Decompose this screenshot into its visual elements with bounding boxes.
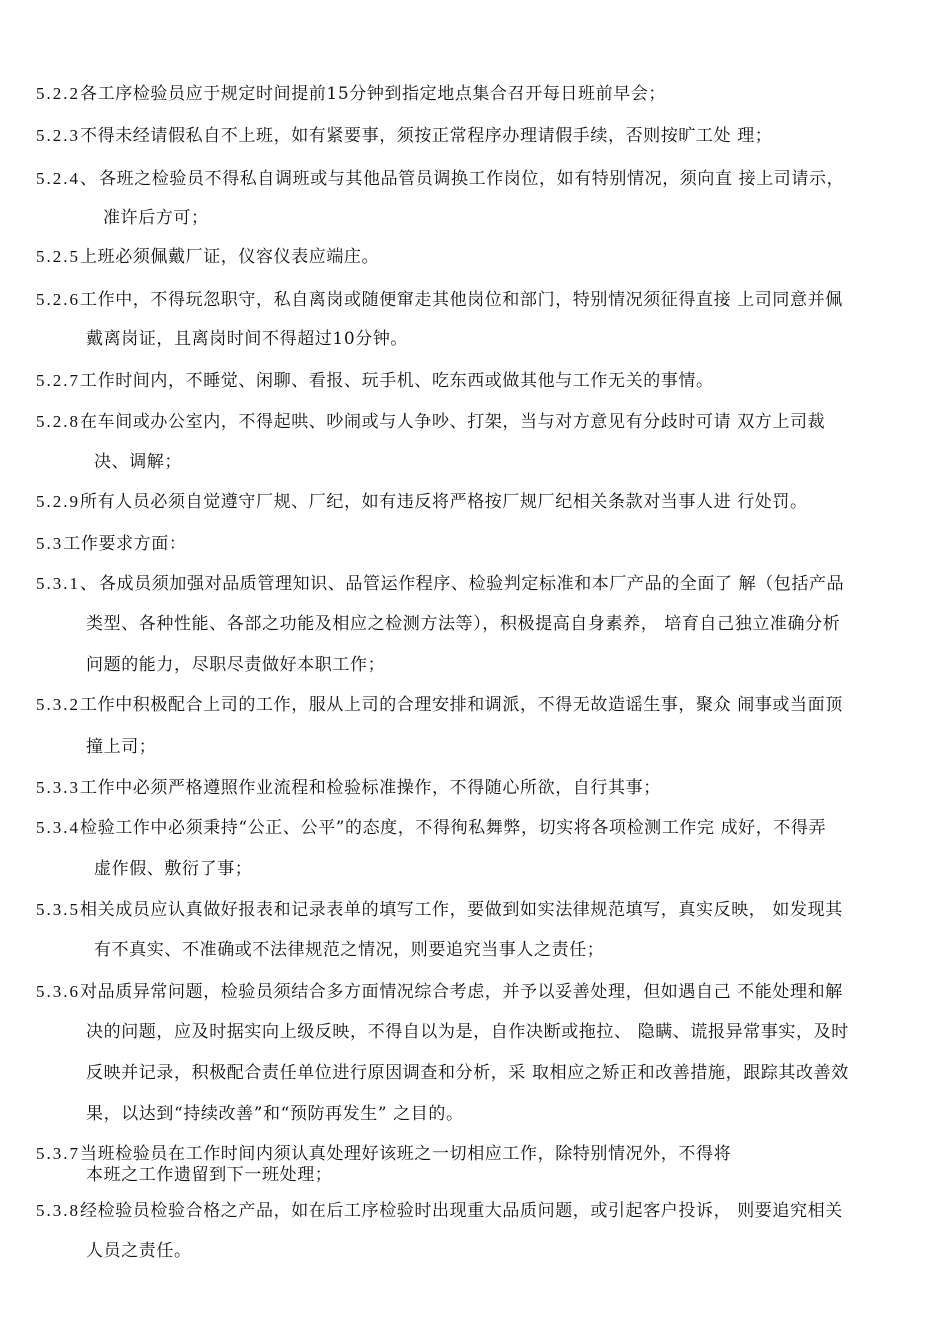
item-5-3-5 — [36, 899, 843, 921]
item-5-2-4 — [36, 168, 844, 190]
item-5-2-6 — [36, 289, 843, 311]
item-5-3-7-continuation: 本班之工作遗留到下一班处理； — [86, 1165, 333, 1185]
item-5-3-4 — [36, 817, 826, 839]
item-number: 5.3.3 — [36, 778, 80, 797]
item-text: 工作时间内，不睡觉、闲聊、看报、玩手机、吃东西或做其他与工作无关的事情。 — [80, 371, 714, 391]
item-5-2-7 — [36, 370, 714, 392]
item-text: 工作中，不得玩忽职守，私自离岗或随便窜走其他岗位和部门，特别情况须征得直接 上司同意并佩 — [80, 290, 843, 310]
item-5-2-4-continuation: 准许后方可； — [103, 208, 209, 228]
item-number: 5.3.8 — [36, 1201, 80, 1220]
item-text: 当班检验员在工作时间内须认真处理好该班之一切相应工作，除特别情况外，不得将 — [80, 1144, 732, 1164]
item-text: 所有人员必须自觉遵守厂规、厂纪，如有违反将严格按厂规厂纪相关条款对当事人进 行处罚。 — [80, 492, 808, 512]
item-text: 上班必须佩戴厂证，仪容仪表应端庄。 — [80, 247, 380, 267]
item-number: 5.3.2 — [36, 695, 80, 714]
item-5-3-7 — [36, 1143, 731, 1165]
item-text: 工作要求方面： — [63, 534, 187, 554]
item-text: 经检验员检验合格之产品，如在后工序检验时出现重大品质问题，或引起客户投诉， 则要追究相关 — [80, 1201, 843, 1221]
item-text: 各工序检验员应于规定时间提前15分钟到指定地点集合召开每日班前早会； — [80, 84, 667, 104]
item-text: 各班之检验员不得私自调班或与其他品管员调换工作岗位，如有特别情况，须向直 接上司请示， — [99, 169, 845, 189]
item-number: 5.2.9 — [36, 492, 80, 511]
item-5-2-5 — [36, 246, 379, 268]
item-5-3-5-continuation: 有不真实、不准确或不法律规范之情况，则要追究当事人之责任； — [94, 940, 605, 960]
item-5-3-1-continuation: 类型、各种性能、各部之功能及相应之检测方法等），积极提高自身素养， 培育自己独立准确分析 — [86, 614, 841, 634]
item-number: 5.3.5 — [36, 900, 80, 919]
item-5-3-1 — [36, 573, 844, 595]
item-5-2-3 — [36, 125, 772, 147]
item-number: 5.3 — [36, 534, 64, 553]
item-5-3-4-continuation: 虚作假、敷衍了事； — [94, 859, 253, 879]
item-number: 5.3.1、 — [36, 574, 99, 593]
item-5-3-3 — [36, 777, 661, 799]
item-text: 不得未经请假私自不上班，如有紧要事，须按正常程序办理请假手续，否则按旷工处 理； — [80, 126, 773, 146]
item-5-2-8-continuation: 决、调解； — [94, 452, 182, 472]
item-number: 5.2.2 — [36, 84, 80, 103]
item-number: 5.2.8 — [36, 412, 80, 431]
item-5-3-6-continuation: 决的问题，应及时据实向上级反映，不得自以为是，自作决断或拖拉、 隐瞒、谎报异常事实，及时 — [86, 1022, 849, 1042]
item-5-3-1-continuation: 问题的能力，尽职尽责做好本职工作； — [86, 655, 386, 675]
item-number: 5.2.3 — [36, 126, 80, 145]
item-number: 5.2.4、 — [36, 169, 99, 188]
item-text: 工作中积极配合上司的工作，服从上司的合理安排和调派，不得无故造谣生事，聚众 闹事或当面顶 — [80, 695, 843, 715]
item-text: 各成员须加强对品质管理知识、品管运作程序、检验判定标准和本厂产品的全面了 解（包括产品 — [99, 574, 845, 594]
item-5-2-6-continuation: 戴离岗证，且离岗时间不得超过10分钟。 — [86, 329, 409, 349]
item-5-2-9 — [36, 491, 808, 513]
item-5-3-6-continuation: 果，以达到“持续改善”和“预防再发生” 之目的。 — [86, 1104, 464, 1124]
item-number: 5.2.6 — [36, 290, 80, 309]
item-text: 对品质异常问题，检验员须结合多方面情况综合考虑，并予以妥善处理，但如遇自己 不能处理和解 — [80, 982, 843, 1002]
item-text: 检验工作中必须秉持“公正、公平”的态度，不得徇私舞弊，切实将各项检测工作完 成好，不得弄 — [80, 818, 827, 838]
item-text: 工作中必须严格遵照作业流程和检验标准操作，不得随心所欲，自行其事； — [80, 778, 661, 798]
item-5-3-6-continuation: 反映并记录，积极配合责任单位进行原因调查和分析，采 取相应之矫正和改善措施，跟踪其改善效 — [86, 1063, 849, 1083]
item-number: 5.2.5 — [36, 247, 80, 266]
item-text: 在车间或办公室内，不得起哄、吵闹或与人争吵、打架，当与对方意见有分歧时可请 双方上司裁 — [80, 412, 826, 432]
item-5-3-2 — [36, 694, 843, 716]
item-text: 相关成员应认真做好报表和记录表单的填写工作，要做到如实法律规范填写，真实反映， 如发现其 — [80, 900, 843, 920]
item-number: 5.3.6 — [36, 982, 80, 1001]
item-5-3-2-continuation: 撞上司； — [86, 737, 157, 757]
item-5-3-8-continuation: 人员之责任。 — [86, 1241, 192, 1261]
item-number: 5.3.4 — [36, 818, 80, 837]
item-5-3-6 — [36, 981, 843, 1003]
item-number: 5.3.7 — [36, 1144, 80, 1163]
section-5-3-heading — [36, 533, 186, 555]
item-5-2-8 — [36, 411, 825, 433]
item-5-3-8 — [36, 1200, 843, 1222]
item-5-2-2 — [36, 83, 666, 105]
item-number: 5.2.7 — [36, 371, 80, 390]
